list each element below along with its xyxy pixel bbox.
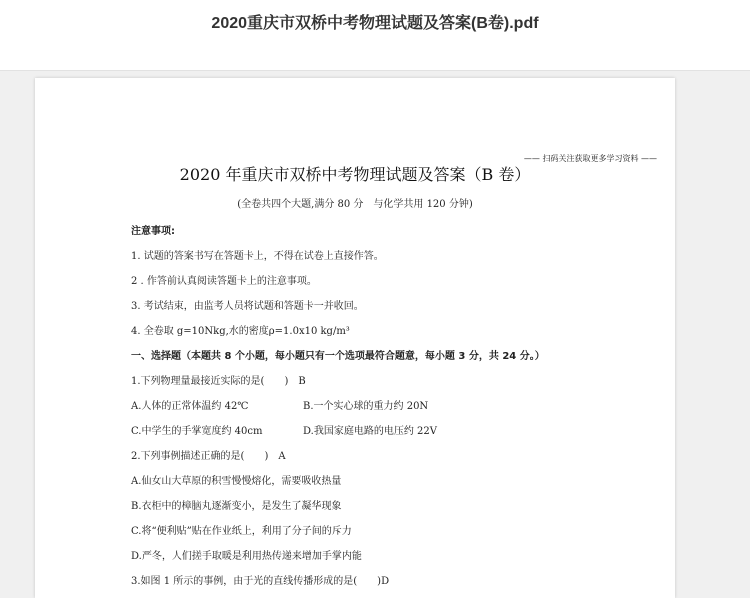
q1-option-c: C.中学生的手掌宽度约 40cm (131, 426, 263, 437)
q1-stem: 1.下列物理量最接近实际的是( ) B (131, 376, 306, 387)
q2-stem: 2.下列事例描述正确的是( ) A (131, 451, 286, 462)
notice-heading: 注意事项: (131, 226, 175, 237)
notice-item-2: 2 . 作答前认真阅读答题卡上的注意事项。 (131, 276, 317, 287)
q1-option-b: B.一个实心球的重力约 20N (303, 401, 429, 412)
section1-heading: 一、选择题（本题共 8 个小题，每小题只有一个选项最符合题意，每小题 3 分，共 24 分。） (131, 351, 545, 362)
document-subtitle: (全卷共四个大题,满分 80 分 与化学共用 120 分钟) (237, 199, 473, 210)
q2-option-a: A.仙女山大草原的积雪慢慢熔化，需要吸收热量 (131, 476, 342, 487)
qr-note: —— 扫码关注获取更多学习资料 —— (523, 154, 657, 163)
q1-option-a: A.人体的正常体温约 42℃ (131, 401, 249, 412)
notice-item-4: 4. 全卷取 g=10Nkg,水的密度ρ=1.0x10 kg/m³ (131, 326, 350, 337)
q2-option-c: C.将“便利贴”贴在作业纸上，利用了分子间的斥力 (131, 526, 352, 537)
document-page (35, 78, 675, 598)
notice-item-3: 3. 考试结束，由监考人员将试题和答题卡一并收回。 (131, 301, 364, 312)
notice-item-1: 1. 试题的答案书写在答题卡上，不得在试卷上直接作答。 (131, 251, 384, 262)
viewer-header (0, 0, 750, 71)
q1-option-d: D.我国家庭电路的电压约 22V (303, 426, 437, 437)
q2-option-b: B.衣柜中的樟脑丸逐渐变小，是发生了凝华现象 (131, 501, 342, 512)
q3-stem: 3.如图 1 所示的事例，由于光的直线传播形成的是( )D (131, 576, 390, 587)
document-title: 2020 年重庆市双桥中考物理试题及答案（B 卷） (179, 165, 531, 184)
q2-option-d: D.严冬，人们搓手取暖是利用热传递来增加手掌内能 (131, 551, 362, 562)
file-title: 2020重庆市双桥中考物理试题及答案(B卷).pdf (211, 15, 539, 32)
